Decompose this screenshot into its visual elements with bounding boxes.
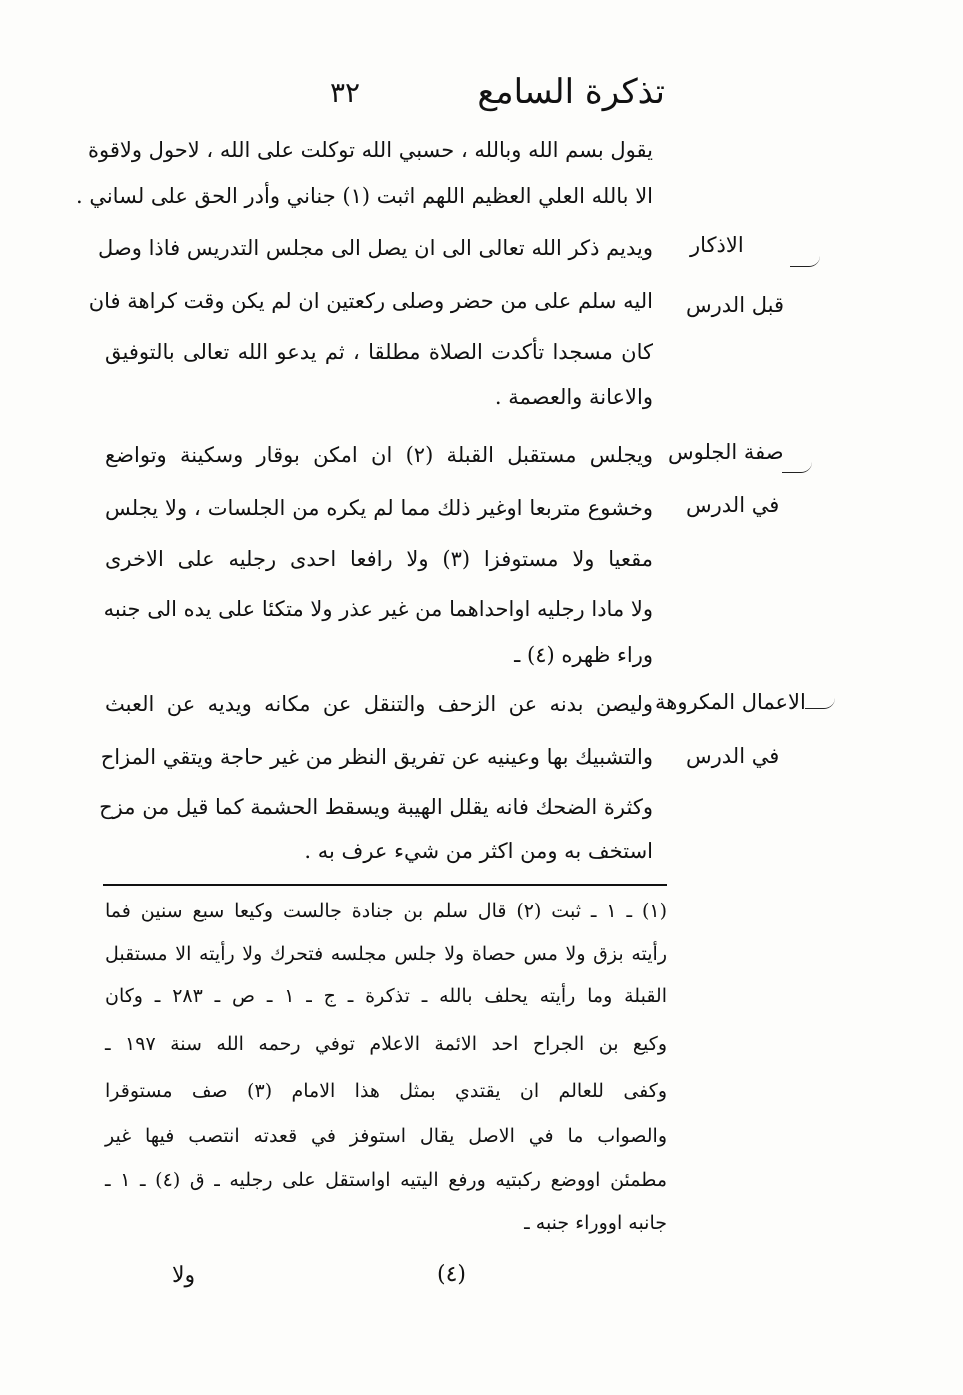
body-line: ولا مادا رجليه اواحداهما من غير عذر ولا متكئا على يده الى جنبه — [103, 597, 653, 621]
margin-heading: في الدرس — [686, 744, 780, 768]
running-title: تذكرة السامع — [477, 72, 665, 112]
footnote-line: رأيته بزق ولا مس حصاة ولا جلس مجلسه فتحرك ولا رأيته الا مستقبل — [105, 943, 667, 965]
footnote-line: جانبه اووراء جنبه ـ — [524, 1212, 667, 1234]
footnote-separator — [103, 884, 667, 886]
margin-heading: الاعمال المكروهة — [655, 690, 806, 714]
page-header — [330, 72, 665, 122]
body-line: الا بالله العلي العظيم اللهم اثبت (١) جناني وأدر الحق على لساني . — [75, 184, 653, 208]
body-line: اليه سلم على من حضر وصلى ركعتين ان لم يكن وقت كراهة فان — [88, 289, 653, 313]
body-line: ويجلس مستقبل القبلة (٢) ان امكن بوقار وسكينة وتواضع — [105, 443, 653, 467]
footnote-line: القبلة وما رأيته يحلف بالله ـ تذكرة ـ ج ـ ١ ـ ص ـ ٢٨٣ ـ وكان — [105, 985, 667, 1007]
footnote-line: مطمئن اووضع ركبتيه ورفع اليتيه اواستقل على رجليه ـ ق (٤) ـ ١ ـ — [105, 1169, 668, 1191]
margin-heading: الاذكار — [690, 233, 744, 257]
margin-tick-icon — [782, 462, 812, 473]
footnote-line: وكيع بن الجراح احد الائمة الاعلام توفي رحمه الله سنة ١٩٧ ـ — [105, 1033, 667, 1055]
footnote-line: وكفى للعالم ان يقتدي بمثل هذا الامام (٣) صف مستوقرا — [105, 1080, 667, 1102]
body-line: وخشوع متربعا اوغير ذلك مما لم يكره من الجلسات ، ولا يجلس — [105, 496, 653, 520]
body-line: يقول بسم الله وبالله ، حسبي الله توكلت على الله ، لاحول ولاقوة — [88, 138, 653, 162]
body-line: وراء ظهره (٤) ـ — [514, 643, 653, 667]
signature-mark: (٤) — [437, 1262, 467, 1287]
body-line: والتشبيك بها وعينيه عن تفريق النظر من غير حاجة ويتقي المزاح — [100, 745, 653, 769]
body-line: والاعانة والعصمة . — [494, 385, 653, 409]
catchword: ولا — [172, 1263, 196, 1288]
page-number: ٣٢ — [330, 76, 361, 109]
body-line: مقعيا ولا مستوفزا (٣) ولا رافعا احدى رجليه على الاخرى — [105, 547, 653, 571]
margin-heading: قبل الدرس — [686, 293, 784, 317]
body-line: وكثرة الضحك فانه يقلل الهيبة ويسقط الحشمة كما قيل من مزح — [99, 795, 653, 819]
margin-heading: صفة الجلوس — [668, 440, 784, 464]
body-line: كان مسجدا تأكدت الصلاة مطلقا ، ثم يدعو الله تعالى بالتوفيق — [105, 340, 653, 364]
body-line: وليصن بدنه عن الزحف والتنقل عن مكانه ويديه عن العبث — [105, 692, 653, 716]
footnote-line: والصواب ما في الاصل يقال استوفز في قعدته انتصب فيها غير — [105, 1125, 667, 1147]
margin-tick-icon — [805, 698, 835, 709]
footnote-line: (١) ـ ١ ـ ثبت (٢) قال سلم بن جنادة جالست وكيعا سبع سنين فما — [105, 900, 667, 922]
body-line: ويديم ذكر الله تعالى الى ان يصل الى مجلس التدريس فاذا وصل — [98, 236, 653, 260]
margin-heading: في الدرس — [686, 493, 780, 517]
margin-tick-icon — [790, 256, 820, 267]
body-line: استخف به ومن اكثر من شيء عرف به . — [304, 839, 653, 863]
